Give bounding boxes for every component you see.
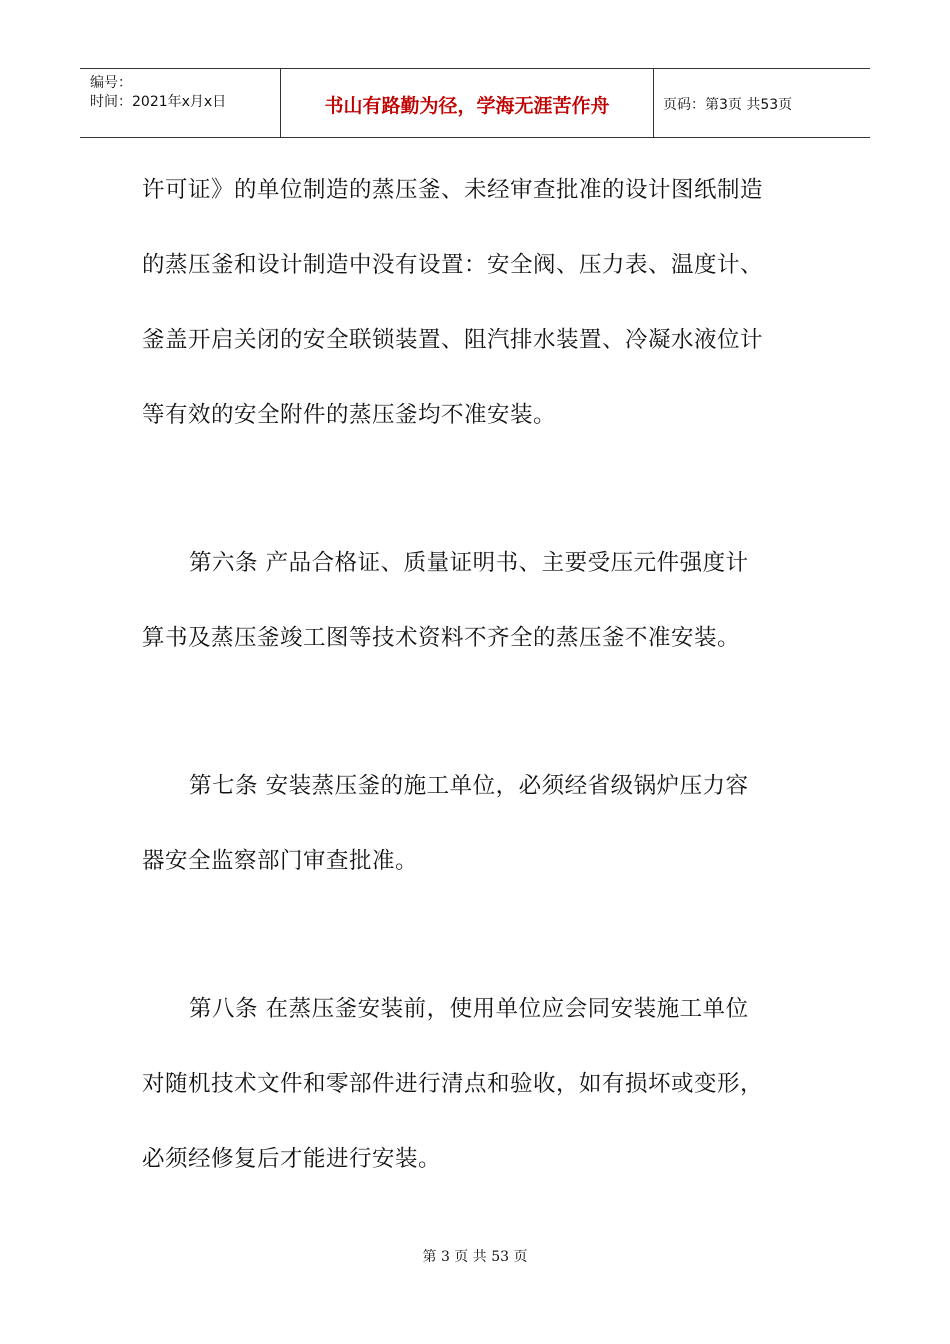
article-6-first-line: 第六条 产品合格证、质量证明书、主要受压元件强度计 bbox=[189, 550, 749, 576]
body-line: 等有效的安全附件的蒸压釜均不准安装。 bbox=[142, 402, 557, 428]
article-8-first-line: 第八条 在蒸压釜安装前，使用单位应会同安装施工单位 bbox=[189, 996, 749, 1022]
document-number-label: 编号： bbox=[90, 75, 132, 91]
page-header bbox=[80, 68, 870, 138]
header-motto-cell bbox=[280, 69, 654, 137]
body-line: 算书及蒸压釜竣工图等技术资料不齐全的蒸压釜不准安装。 bbox=[142, 625, 741, 651]
body-line: 必须经修复后才能进行安装。 bbox=[142, 1146, 442, 1172]
body-line: 釜盖开启关闭的安全联锁装置、阻汽排水装置、冷凝水液位计 bbox=[142, 327, 764, 353]
body-line: 对随机技术文件和零部件进行清点和验收，如有损坏或变形， bbox=[142, 1071, 764, 1097]
page-footer: 第 3 页 共 53 页 bbox=[422, 1249, 528, 1265]
body-line: 许可证》的单位制造的蒸压釜、未经审查批准的设计图纸制造 bbox=[142, 177, 764, 203]
body-line: 器安全监察部门审查批准。 bbox=[142, 848, 419, 874]
header-page-info: 页码：第3页 共53页 bbox=[663, 97, 793, 113]
article-7-first-line: 第七条 安装蒸压釜的施工单位，必须经省级锅炉压力容 bbox=[189, 773, 749, 799]
body-line: 的蒸压釜和设计制造中没有设置：安全阀、压力表、温度计、 bbox=[142, 252, 764, 278]
header-motto: 书山有路勤为径，学海无涯苦作舟 bbox=[324, 95, 610, 117]
header-page-cell bbox=[653, 69, 870, 137]
header-meta-cell bbox=[80, 69, 280, 137]
document-time-label: 时间：2021年x月x日 bbox=[90, 94, 227, 110]
